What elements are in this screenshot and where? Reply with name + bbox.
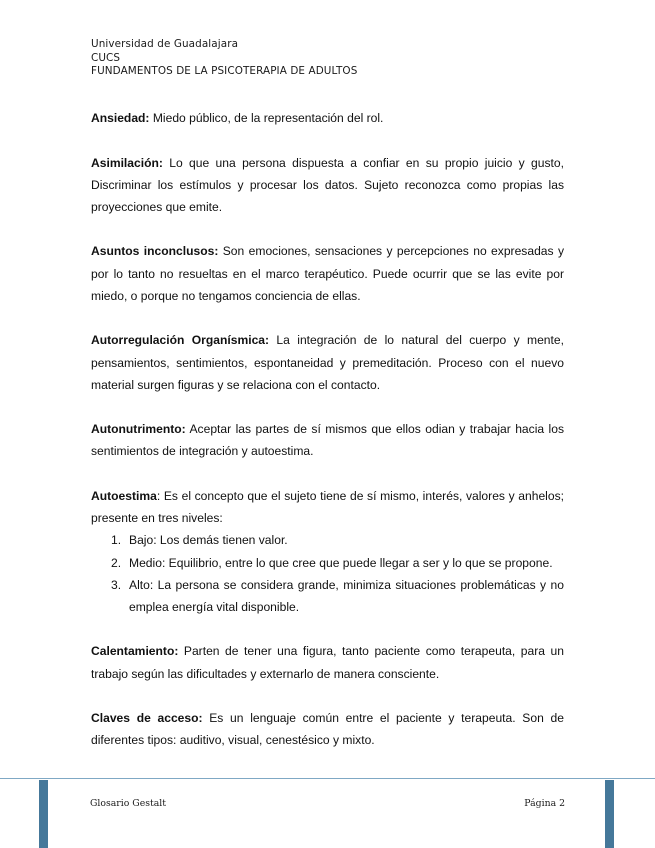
glossary-entry-asuntos-inconclusos (91, 240, 564, 307)
footer-left-bar (39, 780, 48, 848)
footer-right-bar (605, 780, 614, 848)
footer-divider (0, 778, 655, 779)
list-item (111, 552, 564, 574)
entry-definition: Miedo público, de la representación del rol. (149, 111, 384, 125)
entry-definition: Lo que una persona dispuesta a confiar en su propio juicio y gusto, Discriminar los estímulos y procesar los datos. Sujeto reconozca como propias las proyecciones que emite. (91, 155, 564, 214)
list-text: Alto: La persona se considera grande, minimiza situaciones problemáticas y no emplea energía vital disponible. (129, 577, 564, 614)
glossary-entry-ansiedad (91, 107, 564, 129)
header-course: FUNDAMENTOS DE LA PSICOTERAPIA DE ADULTOS (91, 65, 358, 77)
list-text: Medio: Equilibrio, entre lo que cree que puede llegar a ser y lo que se propone. (129, 555, 553, 570)
entry-intro (91, 485, 564, 529)
footer-title: Glosario Gestalt (90, 798, 166, 809)
glossary-entry-claves-de-acceso (91, 707, 564, 751)
entry-term: Asimilación: (91, 155, 163, 170)
entry-definition: : Es el concepto que el sujeto tiene de sí mismo, interés, valores y anhelos; presente en tres niveles: (91, 488, 564, 526)
list-item (111, 574, 564, 618)
list-item (111, 529, 564, 551)
document-header (91, 38, 357, 79)
entry-definition: Son emociones, sensaciones y percepciones no expresadas y por lo tanto no resueltas en el marco terapéutico. Puede ocurrir que se las evite por miedo, o porque no tengamos conciencia de ellas. (91, 244, 565, 303)
glossary-entry-calentamiento (91, 640, 564, 684)
autoestima-levels-list (91, 529, 564, 618)
entry-term: Autonutrimento: (91, 422, 186, 437)
glossary-entry-autoestima (91, 485, 564, 618)
header-university: Universidad de Guadalajara (91, 38, 239, 50)
entry-term: Ansiedad: (91, 111, 150, 125)
entry-definition: Aceptar las partes de sí mismos que ellos odian y trabajar hacia los sentimientos de integración y autoestima. (91, 422, 564, 459)
glossary-body (91, 107, 564, 774)
entry-term: Claves de acceso: (91, 711, 203, 726)
entry-definition: Parten de tener una figura, tanto paciente como terapeuta, para un trabajo según las dificultades y externarlo de manera consciente. (91, 644, 564, 681)
entry-term: Autorregulación Organísmica: (91, 333, 270, 348)
glossary-entry-autorregulacion (91, 329, 564, 396)
header-center: CUCS (91, 51, 121, 64)
entry-term: Autoestima (91, 488, 157, 503)
list-number: 1. (111, 533, 122, 548)
entry-term: Calentamiento: (91, 644, 179, 659)
entry-definition: La integración de lo natural del cuerpo y mente, pensamientos, sentimientos, espontaneidad y premeditación. Proceso con el nuevo material surgen figuras y se relaciona con el contacto. (91, 333, 564, 392)
footer-page-number: Página 2 (524, 798, 565, 809)
glossary-entry-asimilacion (91, 152, 564, 219)
entry-term: Asuntos inconclusos: (91, 244, 219, 259)
glossary-entry-autonutrimento (91, 418, 564, 462)
list-number: 2. (111, 555, 122, 570)
list-text: Bajo: Los demás tienen valor. (129, 533, 288, 548)
entry-definition: Es un lenguaje común entre el paciente y terapeuta. Son de diferentes tipos: auditivo, visual, cenestésico y mixto. (91, 711, 564, 748)
list-number: 3. (111, 577, 122, 592)
